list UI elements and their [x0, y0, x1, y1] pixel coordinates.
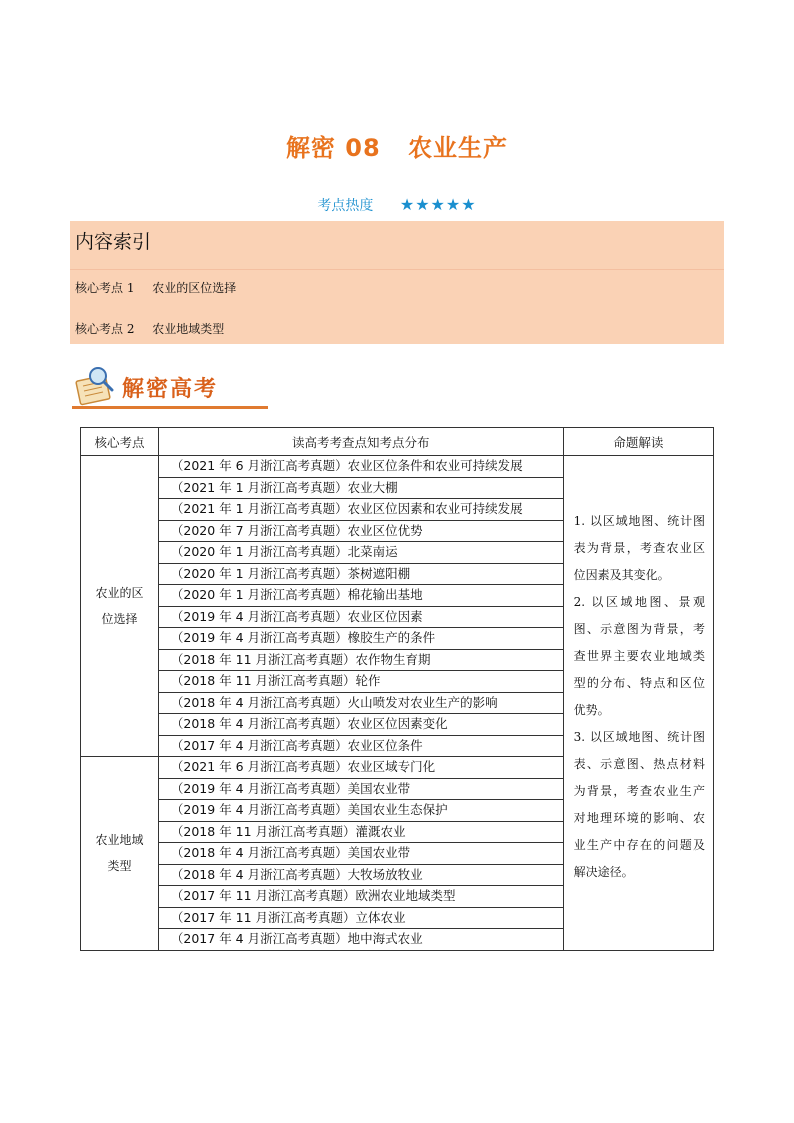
banner-underline [72, 406, 268, 409]
exam-item: （2020 年 1 月浙江高考真题）北菜南运 [158, 542, 563, 564]
category-label: 农业的区 [95, 586, 144, 600]
title-prefix: 解密 [285, 134, 336, 162]
exam-item: （2020 年 1 月浙江高考真题）茶树遮阳棚 [158, 563, 563, 585]
exam-item: （2017 年 4 月浙江高考真题）农业区位条件 [158, 735, 563, 757]
exam-item: （2018 年 4 月浙江高考真题）火山喷发对农业生产的影响 [158, 692, 563, 714]
content-index [70, 221, 724, 344]
magnifier-book-icon [72, 364, 118, 408]
exam-item: （2019 年 4 月浙江高考真题）美国农业带 [158, 778, 563, 800]
exam-item: （2020 年 1 月浙江高考真题）棉花输出基地 [158, 585, 563, 607]
section-banner [72, 364, 272, 412]
exam-item: （2020 年 7 月浙江高考真题）农业区位优势 [158, 520, 563, 542]
analysis-cell [563, 456, 713, 951]
category-cell [81, 757, 159, 951]
index-item [75, 320, 224, 337]
exam-item: （2017 年 11 月浙江高考真题）立体农业 [158, 907, 563, 929]
exam-item: （2021 年 6 月浙江高考真题）农业区域专门化 [158, 757, 563, 779]
analysis-point: 1. 以区域地图、统计图表为背景，考查农业区位因素及其变化。 [573, 514, 705, 582]
heat-label: 考点热度 [317, 198, 374, 214]
index-item-text: 农业的区位选择 [152, 281, 237, 295]
exam-item: （2018 年 11 月浙江高考真题）轮作 [158, 671, 563, 693]
page-title [0, 128, 794, 163]
exam-item: （2018 年 4 月浙江高考真题）大牧场放牧业 [158, 864, 563, 886]
table-row [81, 456, 714, 478]
index-item-text: 农业地域类型 [152, 322, 225, 336]
table-header-row [81, 428, 714, 456]
index-item-label: 核心考点 2 [75, 322, 135, 336]
header-distribution: 读高考考查点知考点分布 [158, 428, 563, 456]
header-analysis: 命题解读 [563, 428, 713, 456]
index-heading: 内容索引 [70, 221, 724, 270]
exam-item: （2017 年 4 月浙江高考真题）地中海式农业 [158, 929, 563, 951]
exam-item: （2018 年 11 月浙江高考真题）农作物生育期 [158, 649, 563, 671]
category-label: 位选择 [101, 612, 138, 626]
category-cell [81, 456, 159, 757]
heat-rating [0, 195, 794, 215]
category-label: 类型 [107, 859, 132, 874]
index-item-label: 核心考点 1 [75, 281, 135, 295]
header-core-topic: 核心考点 [81, 428, 159, 456]
exam-topic-table [80, 427, 714, 951]
analysis-point: 3. 以区域地图、统计图表、示意图、热点材料为背景，考查农业生产对地理环境的影响、农业生产中存在的问题及解决途径。 [573, 730, 705, 879]
exam-item: （2019 年 4 月浙江高考真题）橡胶生产的条件 [158, 628, 563, 650]
exam-item: （2019 年 4 月浙江高考真题）农业区位因素 [158, 606, 563, 628]
banner-title: 解密高考 [122, 377, 219, 402]
star-rating-icon: ★★★★★ [399, 195, 477, 214]
exam-item: （2021 年 1 月浙江高考真题）农业大棚 [158, 477, 563, 499]
category-label: 农业地域 [95, 833, 144, 848]
exam-item: （2018 年 11 月浙江高考真题）灌溉农业 [158, 821, 563, 843]
exam-item: （2021 年 6 月浙江高考真题）农业区位条件和农业可持续发展 [158, 456, 563, 478]
exam-item: （2021 年 1 月浙江高考真题）农业区位因素和农业可持续发展 [158, 499, 563, 521]
exam-item: （2018 年 4 月浙江高考真题）农业区位因素变化 [158, 714, 563, 736]
exam-item: （2018 年 4 月浙江高考真题）美国农业带 [158, 843, 563, 865]
title-number: 08 [345, 134, 381, 162]
exam-item: （2019 年 4 月浙江高考真题）美国农业生态保护 [158, 800, 563, 822]
analysis-point: 2. 以区域地图、景观图、示意图为背景，考查世界主要农业地域类型的分布、特点和区位优势。 [573, 595, 705, 717]
title-topic: 农业生产 [408, 134, 509, 162]
exam-item: （2017 年 11 月浙江高考真题）欧洲农业地域类型 [158, 886, 563, 908]
index-item [75, 279, 236, 296]
